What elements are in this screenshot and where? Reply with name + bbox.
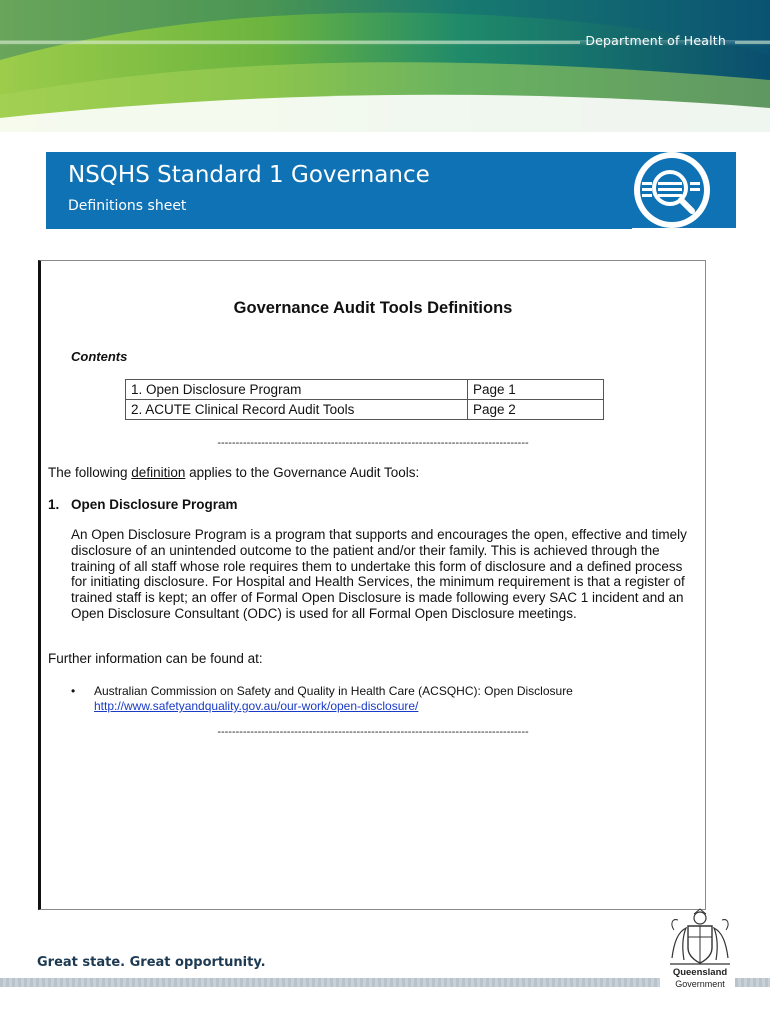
- queensland-logo-name: Queensland: [672, 967, 728, 978]
- bullet-content: [94, 684, 654, 714]
- further-info: Further information can be found at:: [48, 651, 263, 666]
- page-subtitle: Definitions sheet: [68, 198, 187, 214]
- table-row: [126, 400, 604, 420]
- section-body: An Open Disclosure Program is a program that supports and encourages the open, effective and timely disclosure of an unintended outcome to the patient and/or their family. This is achieved through the training of all staff whose role requires them to undertake this form of disclosure and a defined process for initiating disclosure. For Hospital and Health Services, the minimum requirement is that a register of trained staff is kept; an offer of Formal Open Disclosure is made following every SAC 1 incident and an Open Disclosure Consultant (ODC) is used for all Formal Open Disclosure meetings.: [71, 527, 687, 621]
- open-disclosure-link[interactable]: http://www.safetyandquality.gov.au/our-work/open-disclosure/: [94, 699, 419, 713]
- queensland-crest-icon: [664, 908, 736, 968]
- title-banner: [46, 152, 632, 229]
- queensland-logo-sub: Government: [675, 979, 725, 989]
- intro-after: applies to the Governance Audit Tools:: [185, 465, 420, 480]
- magnifier-badge: [612, 148, 736, 232]
- table-row: [126, 380, 604, 400]
- section-heading: [48, 497, 238, 512]
- document-heading: Governance Audit Tools Definitions: [233, 299, 513, 317]
- section-number: 1.: [48, 497, 60, 512]
- divider-line: -------------------------------------------------------------------------------------: [217, 437, 529, 449]
- intro-underlined: definition: [131, 465, 186, 480]
- toc-item: 1. Open Disclosure Program: [126, 380, 468, 400]
- divider-line: -------------------------------------------------------------------------------------: [217, 726, 529, 738]
- toc-item: 2. ACUTE Clinical Record Audit Tools: [126, 400, 468, 420]
- footer-tagline: Great state. Great opportunity.: [37, 955, 266, 970]
- toc-page: Page 2: [468, 400, 604, 420]
- header-graphic: [0, 0, 770, 132]
- department-label: Department of Health: [585, 33, 726, 48]
- section-title: Open Disclosure Program: [71, 497, 238, 512]
- bullet-marker: •: [71, 684, 76, 698]
- footer-bar-right: [735, 978, 770, 987]
- intro-before: The following: [48, 465, 132, 480]
- intro-text: [48, 465, 419, 480]
- toc-page: Page 1: [468, 380, 604, 400]
- contents-label: Contents: [71, 349, 128, 364]
- header-band: [0, 0, 770, 132]
- content-frame: [38, 260, 706, 910]
- footer-bar: [0, 978, 660, 987]
- magnifier-icon: [612, 148, 736, 232]
- contents-table: [125, 379, 604, 420]
- bullet-text: Australian Commission on Safety and Quality in Health Care (ACSQHC): Open Disclosure: [94, 684, 573, 698]
- page-title: NSQHS Standard 1 Governance: [68, 162, 430, 188]
